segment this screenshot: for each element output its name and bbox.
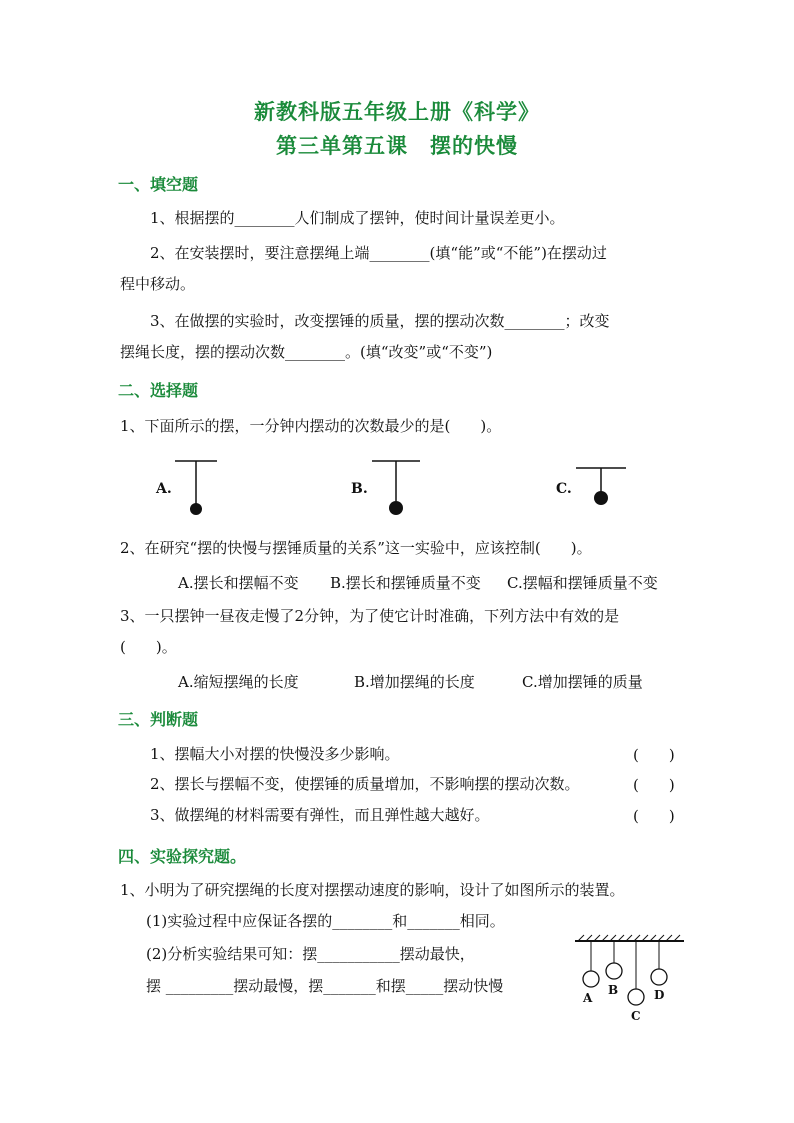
judgment-answer-1: ( ) — [633, 746, 675, 764]
apparatus-label-a: A — [583, 991, 593, 1005]
pendulum-label-b: B. — [351, 481, 368, 497]
judgment-answer-2: ( ) — [633, 776, 675, 794]
fill-q2-line2: 程中移动。 — [120, 275, 196, 293]
pendulum-label-a: A. — [156, 481, 172, 497]
choice-q1: 1、下面所示的摆，一分钟内摆动的次数最少的是( )。 — [120, 417, 502, 435]
apparatus-label-d: D — [654, 988, 665, 1002]
fill-q1: 1、根据摆的________人们制成了摆钟，使时间计量误差更小。 — [150, 209, 565, 227]
judgment-item-3: 3、做摆绳的材料需要有弹性，而且弹性越大越好。 — [150, 806, 490, 824]
choice-q3-line1: 3、一只摆钟一昼夜走慢了2分钟，为了使它计时准确，下列方法中有效的是 — [120, 607, 620, 625]
worksheet-title: 新教科版五年级上册《科学》 — [254, 100, 540, 124]
judgment-answer-3: ( ) — [633, 807, 675, 825]
experiment-sub1: (1)实验过程中应保证各摆的________和_______相同。 — [146, 912, 505, 930]
experiment-sub2-line1: (2)分析实验结果可知：摆___________摆动最快， — [146, 945, 475, 963]
section-experiment-heading: 四、实验探究题。 — [118, 847, 247, 866]
choice-q2-option-b: B.摆长和摆锤质量不变 — [330, 574, 481, 592]
pendulum-c-icon — [576, 468, 626, 505]
section-fill-blank-heading: 一、填空题 — [118, 175, 199, 194]
section-judgment-heading: 三、判断题 — [118, 710, 199, 729]
choice-q2-option-c: C.摆幅和摆锤质量不变 — [507, 574, 658, 592]
fill-q3-line2: 摆绳长度，摆的摆动次数________。(填“改变”或“不变”) — [120, 343, 493, 361]
section-choice-heading: 二、选择题 — [118, 381, 199, 400]
pendulum-label-c: C. — [556, 481, 572, 497]
fill-q2-line1: 2、在安装摆时，要注意摆绳上端________(填“能”或“不能”)在摆动过 — [150, 244, 607, 262]
choice-q2: 2、在研究“摆的快慢与摆锤质量的关系”这一实验中，应该控制( )。 — [120, 539, 592, 557]
choice-q3-option-c: C.增加摆锤的质量 — [522, 673, 643, 691]
fill-q3-line1: 3、在做摆的实验时，改变摆锤的质量，摆的摆动次数________；改变 — [150, 312, 610, 330]
choice-q3-line2: ( )。 — [120, 638, 177, 656]
pendulum-a-icon — [175, 461, 217, 515]
experiment-sub2-line2: 摆 _________摆动最慢，摆_______和摆_____摆动快慢 — [146, 977, 504, 995]
apparatus-label-c: C — [631, 1009, 641, 1023]
choice-q3-option-a: A.缩短摆绳的长度 — [178, 673, 299, 691]
judgment-item-2: 2、摆长与摆幅不变，使摆锤的质量增加，不影响摆的摆动次数。 — [150, 775, 580, 793]
choice-q3-option-b: B.增加摆绳的长度 — [354, 673, 475, 691]
choice-q2-option-a: A.摆长和摆幅不变 — [178, 574, 299, 592]
judgment-item-1: 1、摆幅大小对摆的快慢没多少影响。 — [150, 745, 400, 763]
worksheet-subtitle: 第三单第五课 摆的快慢 — [276, 134, 518, 158]
experiment-q1: 1、小明为了研究摆绳的长度对摆摆动速度的影响，设计了如图所示的装置。 — [120, 881, 625, 899]
pendulum-b-icon — [372, 461, 420, 515]
apparatus-label-b: B — [608, 983, 619, 997]
